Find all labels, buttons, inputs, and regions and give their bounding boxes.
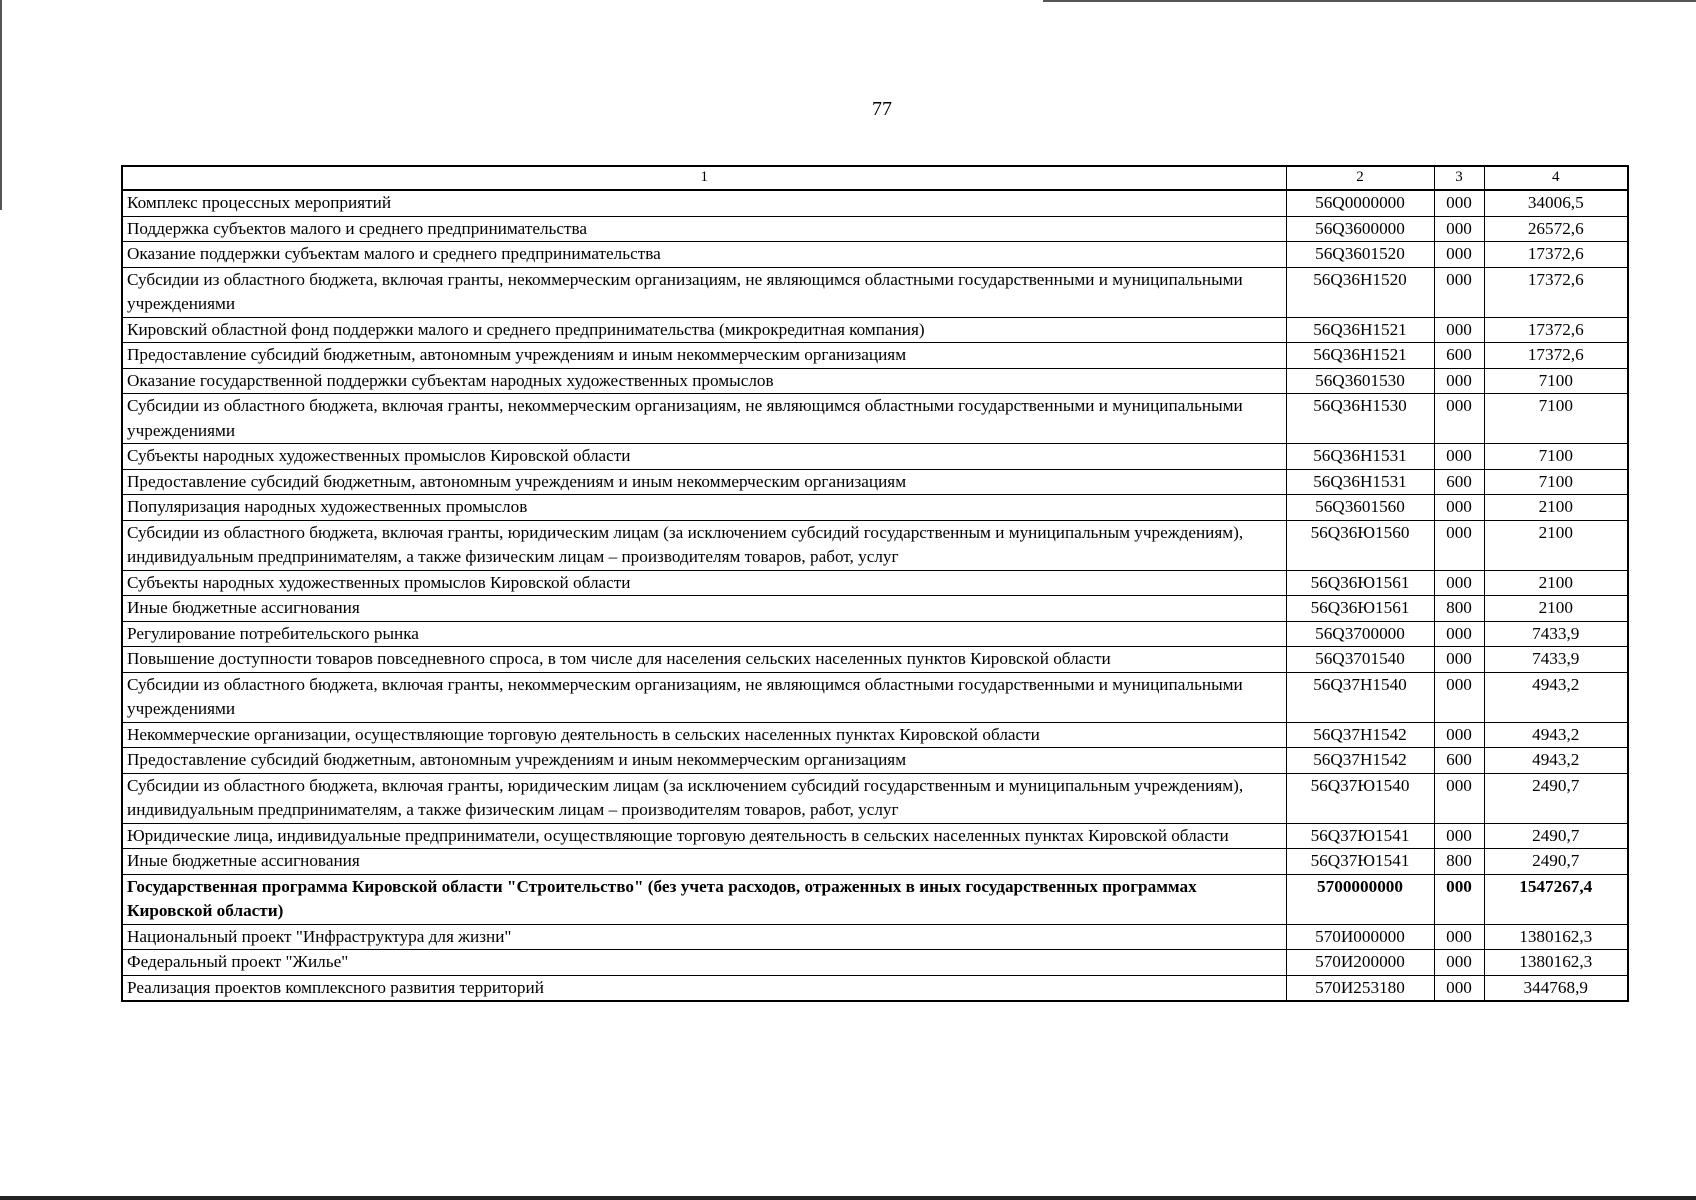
row-code-cell: 570И000000 — [1286, 924, 1434, 950]
row-expense-type-cell: 000 — [1434, 924, 1484, 950]
table-row — [122, 975, 1628, 1001]
row-expense-type-cell: 800 — [1434, 849, 1484, 875]
row-sum-cell: 26572,6 — [1484, 216, 1628, 242]
table-row — [122, 722, 1628, 748]
table-row — [122, 773, 1628, 823]
row-sum-cell: 7100 — [1484, 394, 1628, 444]
table-row — [122, 849, 1628, 875]
table-row — [122, 672, 1628, 722]
row-sum-cell: 344768,9 — [1484, 975, 1628, 1001]
row-name-cell: Регулирование потребительского рынка — [122, 621, 1286, 647]
row-expense-type-cell: 000 — [1434, 722, 1484, 748]
row-sum-cell: 17372,6 — [1484, 317, 1628, 343]
row-code-cell: 56Q36Ю1561 — [1286, 596, 1434, 622]
row-sum-cell: 17372,6 — [1484, 343, 1628, 369]
row-code-cell: 56Q3601560 — [1286, 495, 1434, 521]
row-expense-type-cell: 000 — [1434, 520, 1484, 570]
table-row — [122, 317, 1628, 343]
row-name-cell: Комплекс процессных мероприятий — [122, 190, 1286, 216]
row-code-cell: 56Q3700000 — [1286, 621, 1434, 647]
row-expense-type-cell: 000 — [1434, 317, 1484, 343]
table-row — [122, 343, 1628, 369]
row-expense-type-cell: 000 — [1434, 647, 1484, 673]
row-expense-type-cell: 000 — [1434, 394, 1484, 444]
row-name-cell: Оказание государственной поддержки субъектам народных художественных промыслов — [122, 368, 1286, 394]
row-code-cell: 56Q3601530 — [1286, 368, 1434, 394]
row-name-cell: Субсидии из областного бюджета, включая гранты, некоммерческим организациям, не являющимся областными государственными и муниципальными учреждениями — [122, 267, 1286, 317]
row-name-cell: Субъекты народных художественных промыслов Кировской области — [122, 444, 1286, 470]
row-name-cell: Поддержка субъектов малого и среднего предпринимательства — [122, 216, 1286, 242]
row-code-cell: 56Q3600000 — [1286, 216, 1434, 242]
scan-edge-top — [1043, 0, 1696, 2]
row-sum-cell: 7100 — [1484, 368, 1628, 394]
row-sum-cell: 7100 — [1484, 444, 1628, 470]
row-sum-cell: 4943,2 — [1484, 672, 1628, 722]
row-name-cell: Иные бюджетные ассигнования — [122, 849, 1286, 875]
row-name-cell: Юридические лица, индивидуальные предприниматели, осуществляющие торговую деятельность в сельских населенных пунктах Кировской области — [122, 823, 1286, 849]
row-name-cell: Оказание поддержки субъектам малого и среднего предпринимательства — [122, 242, 1286, 268]
row-sum-cell: 2490,7 — [1484, 849, 1628, 875]
row-code-cell: 56Q3601520 — [1286, 242, 1434, 268]
row-sum-cell: 2490,7 — [1484, 773, 1628, 823]
row-name-cell: Иные бюджетные ассигнования — [122, 596, 1286, 622]
table-row — [122, 520, 1628, 570]
row-code-cell: 56Q36Ю1561 — [1286, 570, 1434, 596]
row-sum-cell: 4943,2 — [1484, 722, 1628, 748]
row-expense-type-cell: 800 — [1434, 596, 1484, 622]
row-expense-type-cell: 600 — [1434, 748, 1484, 774]
table-header-row — [122, 166, 1628, 190]
row-expense-type-cell: 000 — [1434, 570, 1484, 596]
header-col-3: 3 — [1434, 166, 1484, 190]
table-row — [122, 924, 1628, 950]
budget-table — [121, 165, 1629, 1002]
row-sum-cell: 7100 — [1484, 469, 1628, 495]
row-name-cell: Повышение доступности товаров повседневного спроса, в том числе для населения сельских населенных пунктов Кировской области — [122, 647, 1286, 673]
header-col-4: 4 — [1484, 166, 1628, 190]
row-name-cell: Реализация проектов комплексного развития территорий — [122, 975, 1286, 1001]
row-expense-type-cell: 000 — [1434, 190, 1484, 216]
table-row — [122, 950, 1628, 976]
row-code-cell: 56Q37Н1542 — [1286, 748, 1434, 774]
row-code-cell: 56Q37Ю1541 — [1286, 823, 1434, 849]
row-code-cell: 56Q36Н1521 — [1286, 343, 1434, 369]
row-code-cell: 56Q36Н1530 — [1286, 394, 1434, 444]
row-expense-type-cell: 000 — [1434, 444, 1484, 470]
row-expense-type-cell: 000 — [1434, 621, 1484, 647]
row-sum-cell: 2100 — [1484, 520, 1628, 570]
table-row — [122, 242, 1628, 268]
row-name-cell: Предоставление субсидий бюджетным, автономным учреждениям и иным некоммерческим организациям — [122, 343, 1286, 369]
row-expense-type-cell: 000 — [1434, 216, 1484, 242]
row-code-cell: 56Q37Ю1541 — [1286, 849, 1434, 875]
row-name-cell: Субсидии из областного бюджета, включая гранты, юридическим лицам (за исключением субсидий государственным и муниципальным учреждениям), индивидуальным предпринимателям, а также физическим лицам – производителям товаров, работ, услуг — [122, 520, 1286, 570]
row-name-cell: Федеральный проект "Жилье" — [122, 950, 1286, 976]
table-row — [122, 267, 1628, 317]
row-expense-type-cell: 000 — [1434, 368, 1484, 394]
row-expense-type-cell: 000 — [1434, 874, 1484, 924]
row-name-cell: Субсидии из областного бюджета, включая гранты, юридическим лицам (за исключением субсидий государственным и муниципальным учреждениям), индивидуальным предпринимателям, а также физическим лицам – производителям товаров, работ, услуг — [122, 773, 1286, 823]
row-code-cell: 56Q37Н1542 — [1286, 722, 1434, 748]
table-row — [122, 621, 1628, 647]
table-row — [122, 394, 1628, 444]
row-name-cell: Государственная программа Кировской области "Строительство" (без учета расходов, отраженных в иных государственных программах Кировской области) — [122, 874, 1286, 924]
row-code-cell: 56Q36Н1521 — [1286, 317, 1434, 343]
table-row — [122, 368, 1628, 394]
row-expense-type-cell: 600 — [1434, 343, 1484, 369]
row-expense-type-cell: 000 — [1434, 823, 1484, 849]
row-sum-cell: 7433,9 — [1484, 647, 1628, 673]
row-sum-cell: 17372,6 — [1484, 242, 1628, 268]
table-row — [122, 495, 1628, 521]
row-name-cell: Национальный проект "Инфраструктура для жизни" — [122, 924, 1286, 950]
row-code-cell: 56Q36Н1531 — [1286, 469, 1434, 495]
row-sum-cell: 7433,9 — [1484, 621, 1628, 647]
table-row — [122, 570, 1628, 596]
table-row — [122, 444, 1628, 470]
table-row — [122, 469, 1628, 495]
row-sum-cell: 2490,7 — [1484, 823, 1628, 849]
row-name-cell: Кировский областной фонд поддержки малого и среднего предпринимательства (микрокредитная компания) — [122, 317, 1286, 343]
row-code-cell: 56Q36Ю1560 — [1286, 520, 1434, 570]
table-row — [122, 190, 1628, 216]
row-code-cell: 56Q3701540 — [1286, 647, 1434, 673]
row-code-cell: 5700000000 — [1286, 874, 1434, 924]
row-sum-cell: 1547267,4 — [1484, 874, 1628, 924]
row-sum-cell: 2100 — [1484, 596, 1628, 622]
row-sum-cell: 17372,6 — [1484, 267, 1628, 317]
table-row — [122, 647, 1628, 673]
row-name-cell: Предоставление субсидий бюджетным, автономным учреждениям и иным некоммерческим организациям — [122, 469, 1286, 495]
row-code-cell: 56Q0000000 — [1286, 190, 1434, 216]
row-expense-type-cell: 000 — [1434, 672, 1484, 722]
row-sum-cell: 2100 — [1484, 495, 1628, 521]
row-expense-type-cell: 600 — [1434, 469, 1484, 495]
row-expense-type-cell: 000 — [1434, 773, 1484, 823]
row-code-cell: 570И253180 — [1286, 975, 1434, 1001]
table-row — [122, 874, 1628, 924]
row-expense-type-cell: 000 — [1434, 267, 1484, 317]
row-expense-type-cell: 000 — [1434, 975, 1484, 1001]
table-row — [122, 748, 1628, 774]
header-col-2: 2 — [1286, 166, 1434, 190]
table-row — [122, 216, 1628, 242]
row-expense-type-cell: 000 — [1434, 495, 1484, 521]
row-sum-cell: 1380162,3 — [1484, 924, 1628, 950]
row-expense-type-cell: 000 — [1434, 950, 1484, 976]
row-code-cell: 56Q37Ю1540 — [1286, 773, 1434, 823]
row-code-cell: 56Q37Н1540 — [1286, 672, 1434, 722]
page-number: 77 — [872, 98, 892, 120]
row-code-cell: 56Q36Н1520 — [1286, 267, 1434, 317]
table-row — [122, 596, 1628, 622]
table-row — [122, 823, 1628, 849]
header-col-1: 1 — [122, 166, 1286, 190]
budget-table-body — [122, 166, 1628, 1001]
row-code-cell: 570И200000 — [1286, 950, 1434, 976]
row-name-cell: Субсидии из областного бюджета, включая гранты, некоммерческим организациям, не являющимся областными государственными и муниципальными учреждениями — [122, 672, 1286, 722]
row-name-cell: Субсидии из областного бюджета, включая гранты, некоммерческим организациям, не являющимся областными государственными и муниципальными учреждениями — [122, 394, 1286, 444]
row-name-cell: Субъекты народных художественных промыслов Кировской области — [122, 570, 1286, 596]
scan-edge-bottom — [0, 1196, 1696, 1200]
row-sum-cell: 4943,2 — [1484, 748, 1628, 774]
row-name-cell: Популяризация народных художественных промыслов — [122, 495, 1286, 521]
row-sum-cell: 34006,5 — [1484, 190, 1628, 216]
row-name-cell: Предоставление субсидий бюджетным, автономным учреждениям и иным некоммерческим организациям — [122, 748, 1286, 774]
row-sum-cell: 2100 — [1484, 570, 1628, 596]
row-sum-cell: 1380162,3 — [1484, 950, 1628, 976]
row-expense-type-cell: 000 — [1434, 242, 1484, 268]
row-name-cell: Некоммерческие организации, осуществляющие торговую деятельность в сельских населенных пунктах Кировской области — [122, 722, 1286, 748]
row-code-cell: 56Q36Н1531 — [1286, 444, 1434, 470]
